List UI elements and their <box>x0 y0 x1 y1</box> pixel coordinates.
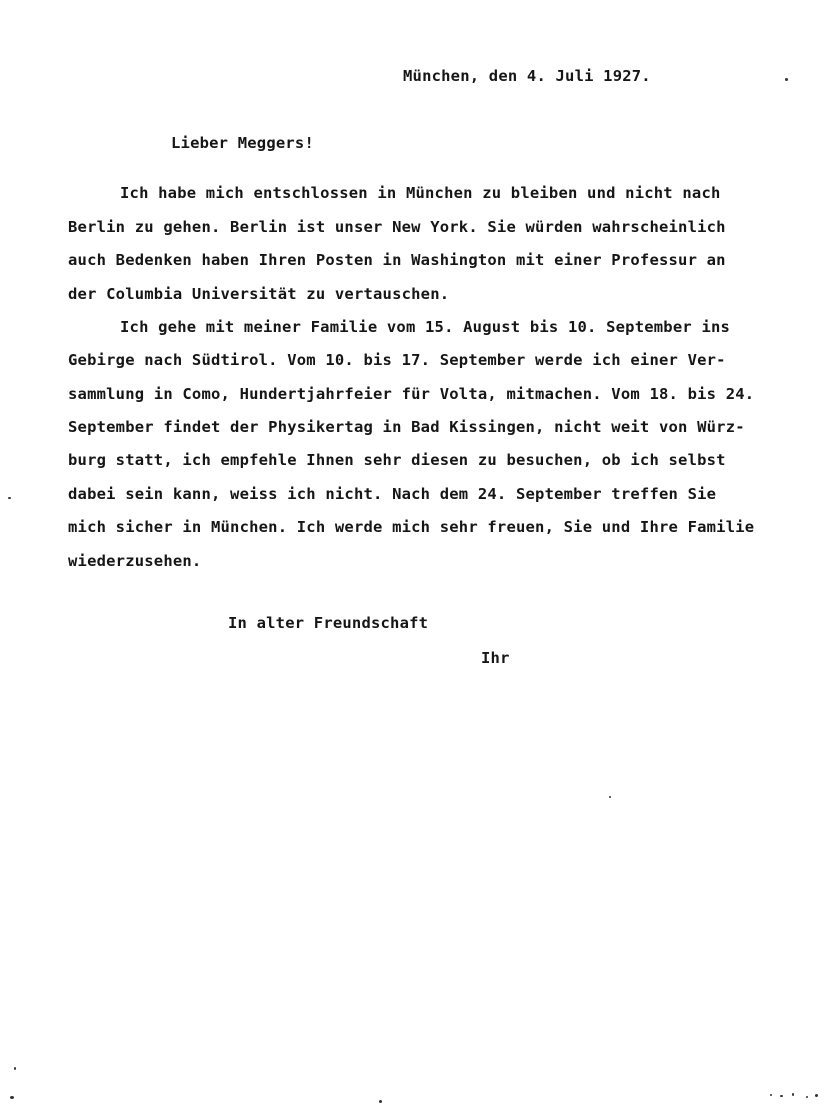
paragraph1-line: der Columbia Universität zu vertauschen. <box>68 285 450 303</box>
scan-speck <box>806 1096 808 1098</box>
paragraph2-line: sammlung in Como, Hundertjahrfeier für Volta, mitmachen. Vom 18. bis 24. <box>68 385 755 403</box>
paragraph2-line: mich sicher in München. Ich werde mich sehr freuen, Sie und Ihre Familie <box>68 518 755 536</box>
paragraph2-line: Ich gehe mit meiner Familie vom 15. August bis 10. September ins <box>120 318 731 336</box>
letter-signoff: Ihr <box>481 649 510 667</box>
letter-greeting: Lieber Meggers! <box>171 134 314 152</box>
scan-speck <box>780 1095 783 1097</box>
paragraph1-line: Berlin zu gehen. Berlin ist unser New York. Sie würden wahrscheinlich <box>68 218 726 236</box>
scan-speck <box>770 1094 772 1096</box>
paragraph2-line: wiederzusehen. <box>68 552 202 570</box>
paragraph1-line: Ich habe mich entschlossen in München zu bleiben und nicht nach <box>120 184 721 202</box>
scan-speck <box>792 1093 794 1096</box>
paragraph2-line: September findet der Physikertag in Bad Kissingen, nicht weit von Würz- <box>68 418 745 436</box>
paragraph1-line: auch Bedenken haben Ihren Posten in Washington mit einer Professur an <box>68 251 726 269</box>
paragraph2-line: dabei sein kann, weiss ich nicht. Nach dem 24. September treffen Sie <box>68 485 717 503</box>
scan-speck <box>815 1094 818 1097</box>
letter-closing: In alter Freundschaft <box>228 614 429 632</box>
scan-speck <box>785 78 788 81</box>
scan-speck <box>8 497 11 499</box>
paragraph2-line: Gebirge nach Südtirol. Vom 10. bis 17. September werde ich einer Ver- <box>68 351 726 369</box>
scan-speck <box>14 1067 16 1070</box>
scan-speck <box>609 796 611 798</box>
scan-speck <box>379 1100 382 1103</box>
paragraph2-line: burg statt, ich empfehle Ihnen sehr diesen zu besuchen, ob ich selbst <box>68 451 726 469</box>
scan-speck <box>10 1096 14 1099</box>
letter-dateline: München, den 4. Juli 1927. <box>403 67 651 85</box>
